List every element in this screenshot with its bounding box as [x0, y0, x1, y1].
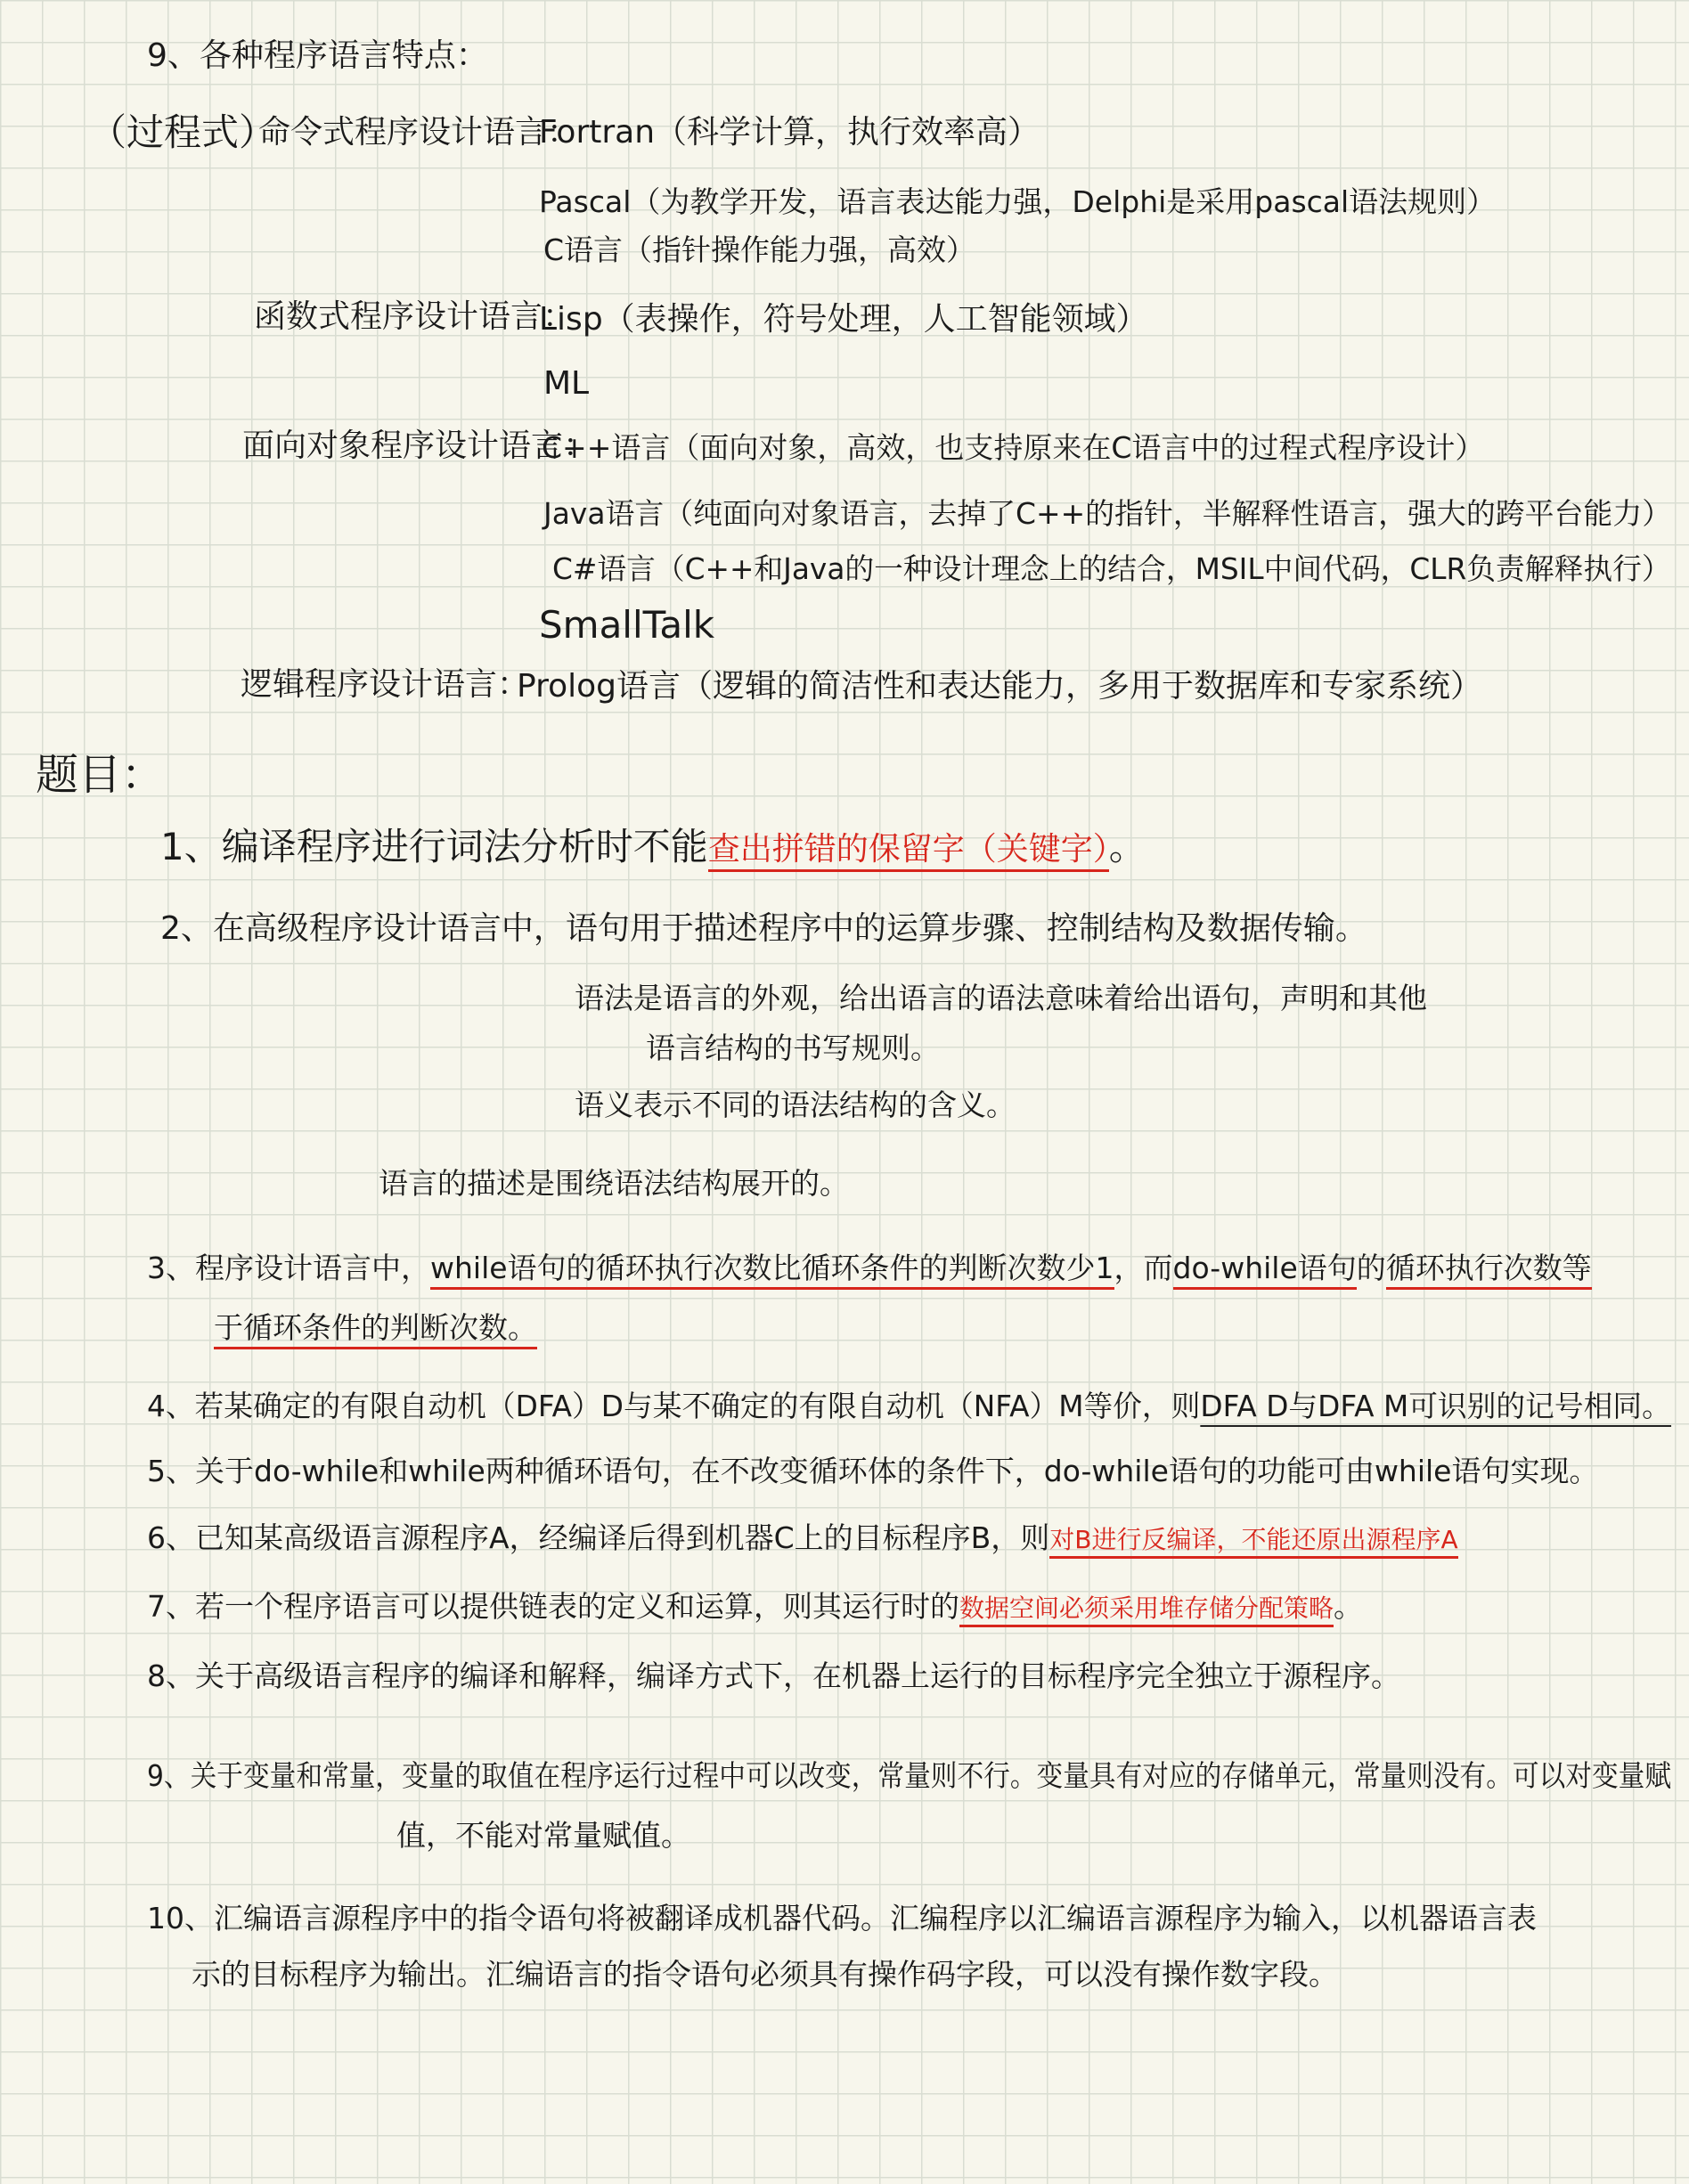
logic-category: 逻辑程序设计语言：	[241, 666, 530, 703]
functional-item-lisp: Lisp（表操作，符号处理，人工智能领域）	[539, 301, 1148, 338]
oop-item-csharp: C#语言（C++和Java的一种设计理念上的结合，MSIL中间代码，CLR负责解释执行）	[552, 551, 1671, 586]
q6	[147, 1521, 1458, 1555]
q7-text: 7、若一个程序语言可以提供链表的定义和运算，则其运行时的	[147, 1589, 959, 1624]
q7-tail: 。	[1334, 1589, 1364, 1624]
imperative-item-fortran: Fortran（科学计算，执行效率高）	[539, 114, 1040, 151]
q2-line4: 语义表示不同的语法结构的含义。	[575, 1088, 1016, 1122]
q9-line1: 9、关于变量和常量，变量的取值在程序运行过程中可以改变，常量则不行。变量具有对应的存储单元，常量则没有。可以对变量赋	[147, 1758, 1672, 1793]
q3-underline-4: 循环执行次数等	[1386, 1251, 1592, 1290]
imperative-prefix: （过程式）	[89, 110, 277, 154]
q3-line2-text: 于循环条件的判断次数。	[214, 1310, 537, 1349]
q2-line2: 语法是语言的外观，给出语言的语法意味着给出语句，声明和其他	[575, 981, 1427, 1015]
q2-line1: 2、在高级程序设计语言中，语句用于描述程序中的运算步骤、控制结构及数据传输。	[160, 910, 1367, 947]
q8: 8、关于高级语言程序的编译和解释，编译方式下，在机器上运行的目标程序完全独立于源程序。	[147, 1658, 1400, 1693]
q6-answer: 对B进行反编译，不能还原出源程序A	[1049, 1525, 1457, 1559]
imperative-item-pascal: Pascal（为教学开发，语言表达能力强，Delphi是采用pascal语法规则）	[539, 184, 1497, 219]
q2-line5: 语言的描述是围绕语法结构展开的。	[379, 1166, 849, 1201]
q10-line2: 示的目标程序为输出。汇编语言的指令语句必须具有操作码字段，可以没有操作数字段。	[192, 1957, 1338, 1992]
oop-item-cpp: C++语言（面向对象，高效，也支持原来在C语言中的过程式程序设计）	[542, 430, 1485, 465]
q3-line2	[214, 1311, 537, 1345]
oop-item-smalltalk: SmallTalk	[539, 603, 715, 647]
q3-pre: 3、程序设计语言中，	[147, 1251, 430, 1285]
q3-underline-1: while语句的循环执行次数比	[430, 1251, 802, 1290]
functional-category: 函数式程序设计语言：	[254, 298, 575, 335]
logic-item-prolog: Prolog语言（逻辑的简洁性和表达能力，多用于数据库和专家系统）	[517, 668, 1482, 705]
notes-heading: 9、各种程序语言特点：	[147, 37, 488, 74]
q3-underline-2: 循环条件的判断次数少1	[802, 1251, 1114, 1290]
q3-line1	[147, 1251, 1592, 1285]
q4-underlined: DFA D与DFA M可识别的记号相同。	[1200, 1389, 1670, 1427]
functional-item-ml: ML	[543, 365, 590, 402]
q7	[147, 1590, 1363, 1624]
q6-text: 6、已知某高级语言源程序A，经编译后得到机器C上的目标程序B，则	[147, 1520, 1050, 1555]
q9-line2: 值，不能对常量赋值。	[396, 1818, 690, 1853]
q3-mid2: 的	[1356, 1251, 1386, 1285]
q4	[147, 1389, 1671, 1423]
q4-text: 4、若某确定的有限自动机（DFA）D与某不确定的有限自动机（NFA）M等价，则	[147, 1389, 1201, 1423]
q3-mid: ，而	[1114, 1251, 1173, 1285]
questions-heading: 题目：	[36, 750, 165, 800]
q7-answer: 数据空间必须采用堆存储分配策略	[959, 1593, 1334, 1627]
q5: 5、关于do-while和while两种循环语句，在不改变循环体的条件下，do-while语句的功能可由while语句实现。	[147, 1454, 1599, 1488]
imperative-item-c: C语言（指针操作能力强，高效）	[543, 232, 976, 267]
q1-answer: 查出拼错的保留字（关键字）	[708, 831, 1109, 872]
q1	[160, 826, 1146, 868]
q1-text: 1、编译程序进行词法分析时不能	[160, 825, 708, 868]
oop-category: 面向对象程序设计语言：	[242, 428, 596, 464]
q1-tail: 。	[1108, 825, 1146, 868]
q10-line1: 10、汇编语言源程序中的指令语句将被翻译成机器代码。汇编程序以汇编语言源程序为输入，以机器语言表	[147, 1901, 1537, 1935]
oop-item-java: Java语言（纯面向对象语言，去掉了C++的指针，半解释性语言，强大的跨平台能力）	[543, 496, 1672, 531]
q3-underline-3: do-while语句	[1173, 1251, 1357, 1290]
imperative-category: 命令式程序设计语言：	[258, 114, 580, 151]
q2-line3: 语言结构的书写规则。	[646, 1031, 940, 1065]
